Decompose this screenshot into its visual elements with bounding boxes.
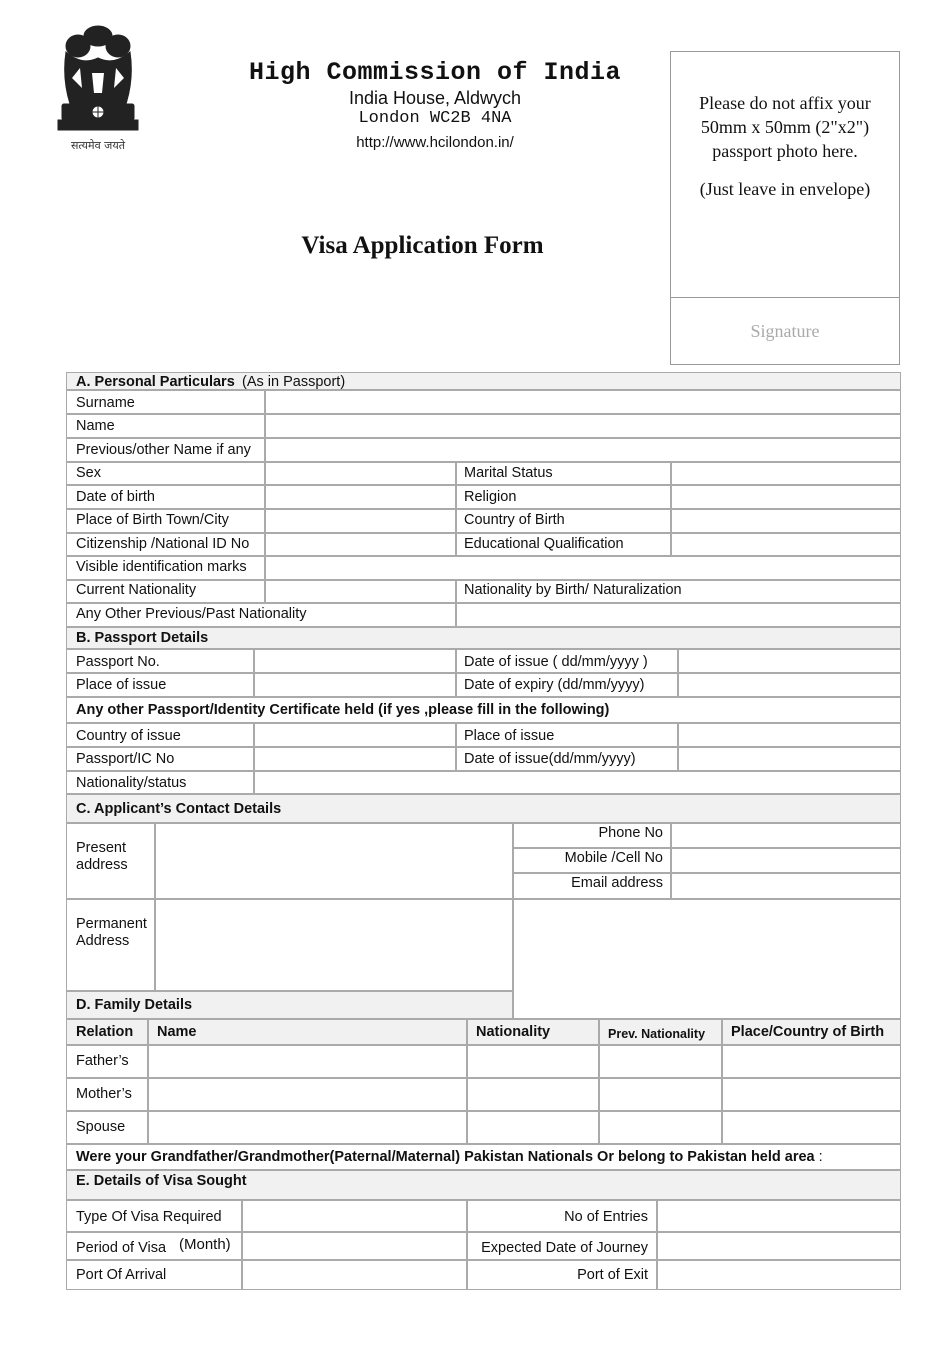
photo-instruction: Please do not affix your 50mm x 50mm (2"x2") passport photo here. <box>699 93 871 161</box>
visible-marks-label: Visible identification marks <box>76 559 247 575</box>
place-of-issue2-label: Place of issue <box>464 728 555 744</box>
section-a-title: A. Personal Particulars <box>76 374 235 390</box>
period-of-visa-label: Period of Visa <box>76 1240 167 1256</box>
section-c-title: C. Applicant’s Contact Details <box>76 801 282 817</box>
section-d-title: D. Family Details <box>76 997 193 1013</box>
previous-name-label: Previous/other Name if any <box>76 442 251 458</box>
name-field[interactable] <box>265 414 901 438</box>
nationality-by-label: Nationality by Birth/ Naturalization <box>464 582 682 598</box>
email-label: Email address <box>571 875 663 891</box>
place-of-birth-field[interactable] <box>265 509 456 533</box>
photo-area <box>671 52 899 298</box>
date-of-issue-field[interactable] <box>678 649 901 673</box>
spouse-nationality-field[interactable] <box>467 1111 599 1144</box>
date-of-expiry-label: Date of expiry (dd/mm/yyyy) <box>464 677 645 693</box>
present-address-label: Present address <box>76 840 128 873</box>
citizenship-label: Citizenship /National ID No <box>76 536 250 552</box>
email-field[interactable] <box>671 873 901 899</box>
spouse-prev-nationality-field[interactable] <box>599 1111 722 1144</box>
present-address-field[interactable] <box>155 823 513 899</box>
no-of-entries-field[interactable] <box>657 1200 901 1232</box>
surname-label: Surname <box>76 395 135 411</box>
date-of-issue2-label: Date of issue(dd/mm/yyyy) <box>464 751 636 767</box>
education-field[interactable] <box>671 533 901 556</box>
family-header-name: Name <box>157 1024 197 1040</box>
address-line-2: London WC2B 4NA <box>358 109 512 128</box>
date-of-issue-label: Date of issue ( dd/mm/yyyy ) <box>464 654 648 670</box>
organization-title: High Commission of India <box>248 58 622 87</box>
previous-name-field[interactable] <box>265 438 901 462</box>
family-relation-spouse: Spouse <box>76 1119 126 1135</box>
section-e-title: E. Details of Visa Sought <box>76 1173 247 1189</box>
nationality-status-field[interactable] <box>254 771 901 794</box>
section-b-title: B. Passport Details <box>76 630 209 646</box>
period-of-visa-field[interactable] <box>242 1232 467 1260</box>
family-relation-father: Father’s <box>76 1053 129 1069</box>
grandparents-colon: : <box>818 1149 823 1165</box>
sex-field[interactable] <box>265 462 456 485</box>
national-emblem-icon <box>52 18 144 153</box>
religion-field[interactable] <box>671 485 901 509</box>
citizenship-field[interactable] <box>265 533 456 556</box>
address-line-1: India House, Aldwych <box>348 88 522 108</box>
visible-marks-field[interactable] <box>265 556 901 580</box>
place-of-issue2-field[interactable] <box>678 723 901 747</box>
mobile-field[interactable] <box>671 848 901 873</box>
photo-instruction-envelope: (Just leave in envelope) <box>699 179 871 199</box>
family-relation-mother: Mother’s <box>76 1086 132 1102</box>
father-prev-nationality-field[interactable] <box>599 1045 722 1078</box>
grandparents-question-text: Were your Grandfather/Grandmother(Paternal/Maternal) Pakistan Nationals Or belong to Pakistan held area <box>76 1149 815 1165</box>
mother-nationality-field[interactable] <box>467 1078 599 1111</box>
other-nationality-field[interactable] <box>456 603 901 627</box>
permanent-address-label: Permanent Address <box>76 916 147 949</box>
country-of-issue-label: Country of issue <box>76 728 181 744</box>
country-of-birth-label: Country of Birth <box>464 512 565 528</box>
section-a-subtitle: (As in Passport) <box>242 374 346 390</box>
place-of-issue-field[interactable] <box>254 673 456 697</box>
date-of-expiry-field[interactable] <box>678 673 901 697</box>
mother-prev-nationality-field[interactable] <box>599 1078 722 1111</box>
family-header-relation: Relation <box>76 1024 134 1040</box>
type-of-visa-field[interactable] <box>242 1200 467 1232</box>
expected-date-field[interactable] <box>657 1232 901 1260</box>
surname-field[interactable] <box>265 390 901 414</box>
no-of-entries-label: No of Entries <box>564 1209 648 1225</box>
period-unit-label: (Month) <box>179 1236 231 1253</box>
phone-label: Phone No <box>598 825 663 841</box>
current-nationality-field[interactable] <box>265 580 456 603</box>
father-birth-field[interactable] <box>722 1045 901 1078</box>
emblem-motto: सत्यमेव जयते <box>70 139 125 152</box>
family-header-nationality: Nationality <box>476 1024 551 1040</box>
port-of-arrival-field[interactable] <box>242 1260 467 1290</box>
education-label: Educational Qualification <box>464 536 624 552</box>
father-name-field[interactable] <box>148 1045 467 1078</box>
marital-status-field[interactable] <box>671 462 901 485</box>
father-nationality-field[interactable] <box>467 1045 599 1078</box>
contact-blank-area <box>513 899 901 1019</box>
signature-field[interactable]: Signature <box>750 321 820 341</box>
expected-date-label: Expected Date of Journey <box>481 1240 648 1256</box>
other-passport-question: Any other Passport/Identity Certificate held (if yes ,please fill in the following) <box>76 702 610 718</box>
country-of-birth-field[interactable] <box>671 509 901 533</box>
family-header-birth: Place/Country of Birth <box>731 1024 885 1040</box>
permanent-address-field[interactable] <box>155 899 513 991</box>
website-link[interactable]: http://www.hcilondon.in/ <box>356 134 514 151</box>
port-of-exit-field[interactable] <box>657 1260 901 1290</box>
name-label: Name <box>76 418 115 434</box>
current-nationality-label: Current Nationality <box>76 582 197 598</box>
spouse-birth-field[interactable] <box>722 1111 901 1144</box>
phone-field[interactable] <box>671 823 901 848</box>
photo-box <box>670 51 900 365</box>
passport-no-label: Passport No. <box>76 654 160 670</box>
place-of-birth-label: Place of Birth Town/City <box>76 512 229 528</box>
port-of-arrival-label: Port Of Arrival <box>76 1267 167 1283</box>
sex-label: Sex <box>76 465 101 481</box>
type-of-visa-label: Type Of Visa Required <box>76 1209 222 1225</box>
dob-field[interactable] <box>265 485 456 509</box>
place-of-issue-label: Place of issue <box>76 677 167 693</box>
port-of-exit-label: Port of Exit <box>577 1267 648 1283</box>
other-nationality-label: Any Other Previous/Past Nationality <box>76 606 307 622</box>
dob-label: Date of birth <box>76 489 155 505</box>
family-header-prev-nationality: Prev. Nationality <box>608 1027 706 1041</box>
visa-application-table <box>67 373 902 1291</box>
mother-name-field[interactable] <box>148 1078 467 1111</box>
passport-ic-field[interactable] <box>254 747 456 771</box>
religion-label: Religion <box>464 489 517 505</box>
passport-no-field[interactable] <box>254 649 456 673</box>
spouse-name-field[interactable] <box>148 1111 467 1144</box>
country-of-issue-field[interactable] <box>254 723 456 747</box>
passport-ic-label: Passport/IC No <box>76 751 175 767</box>
form-title: Visa Application Form <box>301 232 544 259</box>
date-of-issue2-field[interactable] <box>678 747 901 771</box>
marital-status-label: Marital Status <box>464 465 553 481</box>
mobile-label: Mobile /Cell No <box>564 850 663 866</box>
mother-birth-field[interactable] <box>722 1078 901 1111</box>
nationality-status-label: Nationality/status <box>76 775 187 791</box>
grandparents-question <box>76 1149 823 1165</box>
